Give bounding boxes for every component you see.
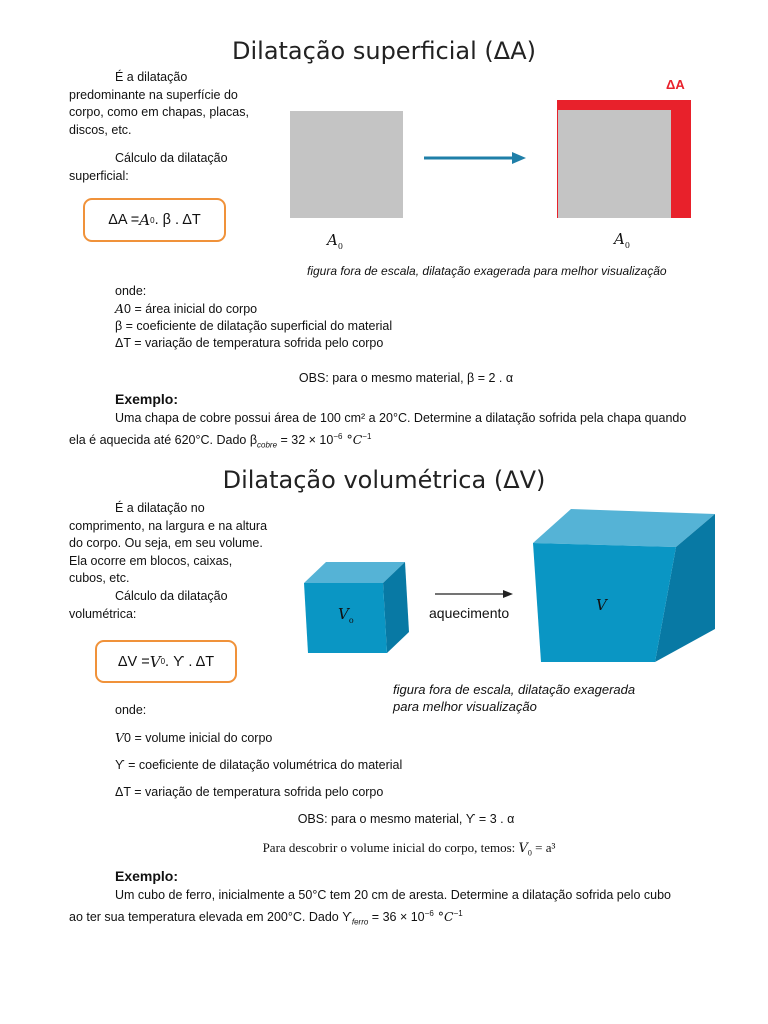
caption-line: para melhor visualização: [393, 699, 537, 714]
surface-example-line1: Uma chapa de cobre possui área de 100 cm² a 20°C. Determine a dilatação sofrida pela chapa quando: [115, 411, 687, 425]
surface-def-beta: β = coeficiente de dilatação superficial do material: [115, 319, 393, 333]
volume-example-title: Exemplo:: [115, 868, 179, 884]
formula-right: . ϒ . ΔT: [165, 653, 215, 670]
arrow-label: aquecimento: [429, 605, 510, 621]
volume-v0-text: Para descobrir o volume inicial do corpo, temos: $V_0 = a^3$: [262, 840, 556, 858]
volume-caption: [393, 681, 635, 715]
small-cube: [304, 562, 409, 653]
surface-obs: OBS: para o mesmo material, β = 2 . α: [298, 371, 514, 385]
surface-onde: onde:: [115, 284, 147, 298]
small-cube-label: $V_o$: [338, 605, 354, 625]
surface-calc-intro: Cálculo da dilatação superficial:: [69, 151, 228, 183]
surface-formula: [83, 198, 226, 242]
volume-diagram: [295, 505, 725, 675]
label-a0-final: $A_0$: [614, 230, 630, 250]
volume-intro: É a dilatação no comprimento, na largura e na altura do corpo. Ou seja, em seu volume. Ela ocorre em blocos, caixas, cubos, etc.: [69, 501, 268, 585]
big-cube-label: V: [596, 596, 607, 614]
surface-example-line2: ela é aquecida até 620°C. Dado $\beta_{cobre} = 32 \times 10^{-6}$ $^\circ C^{-1}$: [69, 432, 372, 450]
volume-formula: [95, 640, 237, 683]
formula-right: . β . ΔT: [154, 212, 201, 228]
dilation-arrow: [420, 148, 530, 168]
initial-square: [290, 111, 403, 218]
surface-title: Dilatação superficial (ΔA): [232, 37, 536, 65]
formula-sub: 0: [150, 215, 155, 225]
surface-caption: figura fora de escala, dilatação exagerada para melhor visualização: [307, 264, 667, 278]
formula-var: A: [139, 211, 151, 229]
delta-a-label: ΔA: [666, 77, 685, 92]
volume-title: Dilatação volumétrica (ΔV): [222, 466, 546, 494]
surface-intro: É a dilatação predominante na superfície do corpo, como em chapas, placas, discos, etc.: [69, 70, 249, 137]
volume-calc-intro: Cálculo da dilatação volumétrica:: [69, 589, 228, 621]
expanded-square: [557, 100, 691, 218]
volume-example-line1: Um cubo de ferro, inicialmente a 50°C tem 20 cm de aresta. Determine a dilatação sofrida pelo cubo: [115, 888, 671, 902]
formula-var: V: [149, 652, 161, 671]
big-cube: [533, 509, 715, 662]
volume-obs: OBS: para o mesmo material, ϒ = 3 . α: [297, 812, 515, 826]
heating-arrow: [435, 590, 513, 598]
formula-sub: 0: [160, 657, 166, 666]
formula-left: ΔA =: [108, 212, 140, 228]
volume-onde: onde:: [115, 703, 147, 717]
volume-def-gamma: ϒ = coeficiente de dilatação volumétrica do material: [115, 758, 403, 772]
surface-def-dt: ΔT = variação de temperatura sofrida pelo corpo: [115, 336, 384, 350]
caption-line: figura fora de escala, dilatação exagerada: [393, 682, 636, 697]
surface-example-title: Exemplo:: [115, 391, 179, 407]
volume-def-v0: V0 = volume inicial do corpo: [115, 730, 273, 745]
formula-left: ΔV =: [117, 653, 150, 670]
surface-def-a0: A0 = área inicial do corpo: [115, 301, 258, 316]
original-area: [558, 110, 671, 218]
label-a0-initial: $A_0$: [327, 231, 343, 251]
volume-example-line2: ao ter sua temperatura elevada em 200°C. Dado $ϒ_{ferro} = 36 \times 10^{-6}$ $^\circ C^{-1}$: [69, 909, 463, 927]
volume-def-dt: ΔT = variação de temperatura sofrida pelo corpo: [115, 785, 384, 799]
